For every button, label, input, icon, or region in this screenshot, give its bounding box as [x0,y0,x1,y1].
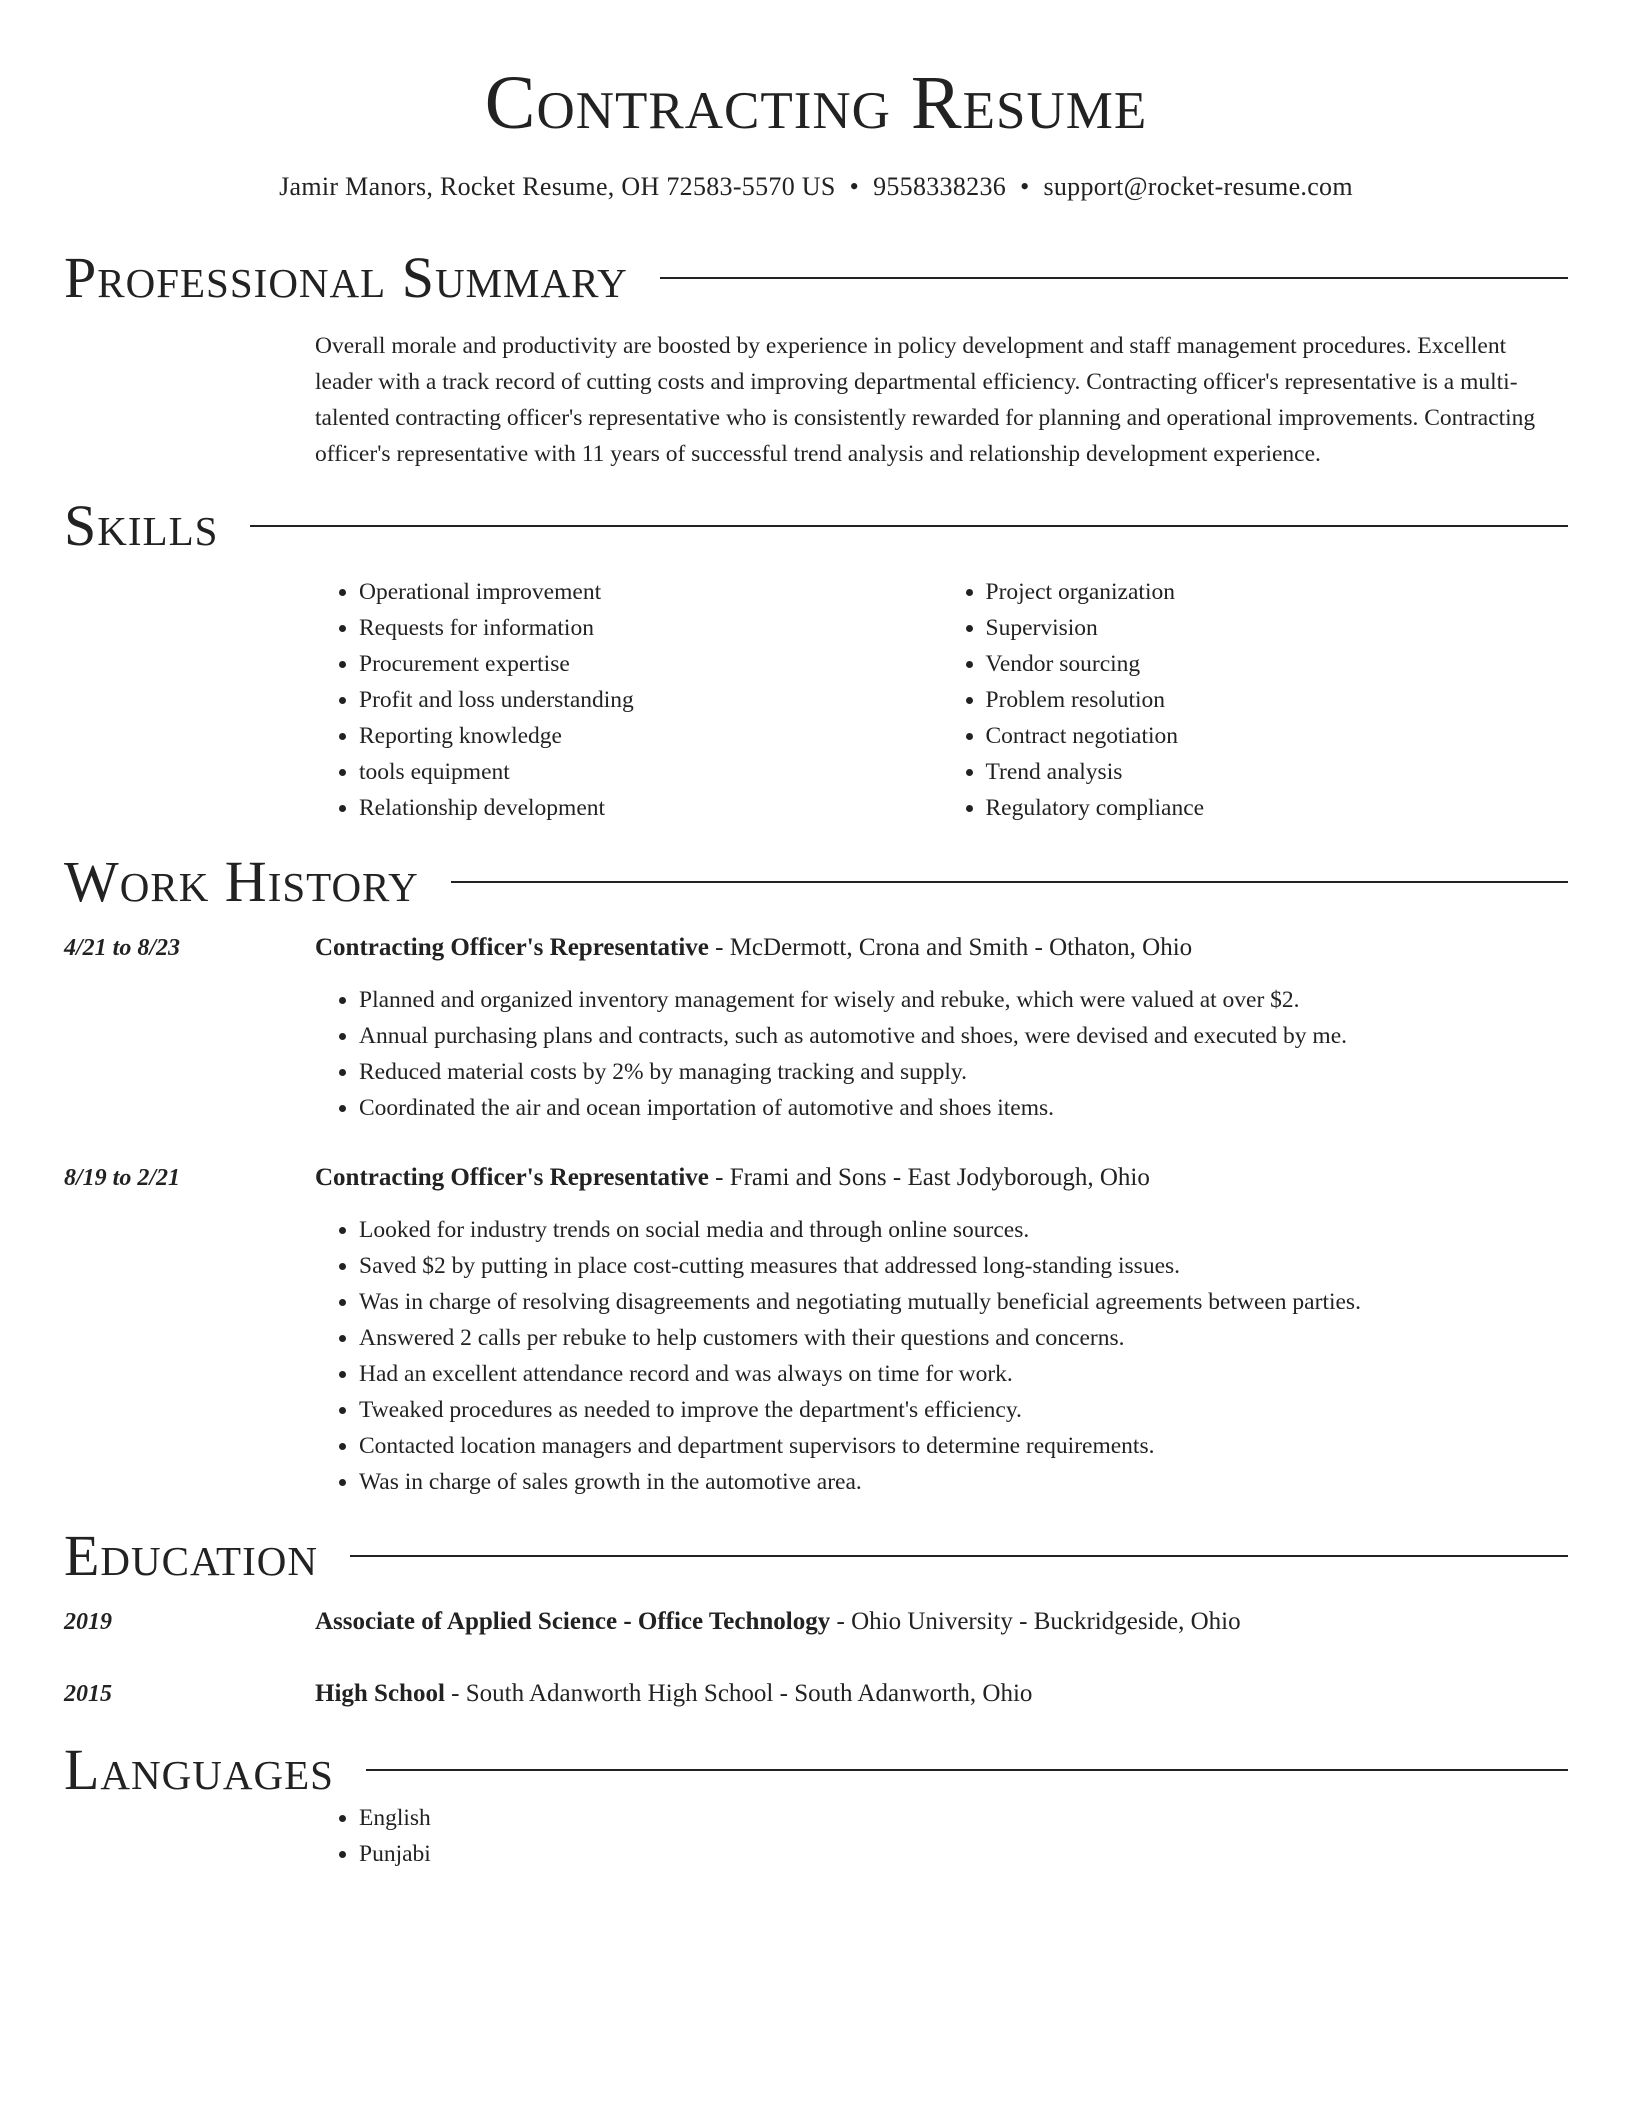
job-bullet: • Answered 2 calls per rebuke to help customers with their questions and concerns. [359,1320,1568,1356]
education-section [64,1523,1568,1712]
education-entry [64,1604,1568,1640]
job-heading [315,1160,1568,1196]
skills-grid [315,574,1568,826]
job-bullet: • Saved $2 by putting in place cost-cutting measures that addressed long-standing issues. [359,1248,1568,1284]
job-dates: 4/21 to 8/23 [64,935,181,961]
languages-section [64,1737,1568,1872]
skill-item: • tools equipment [359,754,942,790]
job-bullet: • Was in charge of resolving disagreements and negotiating mutually beneficial agreements between parties. [359,1284,1568,1320]
job-bullet: • Reduced material costs by 2% by managing tracking and supply. [359,1054,1568,1090]
job-entry [64,1160,1568,1500]
job-heading [315,930,1568,966]
job-title: Contracting Officer's Representative [315,1164,709,1191]
job-employer: - Frami and Sons - East Jodyborough, Ohio [708,1164,1150,1191]
skills-section [64,493,1568,826]
job-bullet: • Annual purchasing plans and contracts, such as automotive and shoes, were devised and executed by me. [359,1018,1568,1054]
languages-heading: Languages [64,1737,334,1802]
job-bullets [315,1212,1568,1500]
section-divider [250,525,1568,527]
skills-header [64,493,1568,558]
job-bullet: • Tweaked procedures as needed to improve the department's efficiency. [359,1392,1568,1428]
education-header [64,1523,1568,1588]
job-bullet: • Was in charge of sales growth in the automotive area. [359,1464,1568,1500]
summary-header [64,245,1568,310]
skills-heading: Skills [64,493,219,558]
education-degree: Associate of Applied Science - Office Technology [315,1608,831,1635]
summary-heading: Professional Summary [64,245,628,310]
languages-list [315,1800,1568,1872]
skill-item: • Reporting knowledge [359,718,942,754]
section-divider [366,1769,1568,1771]
job-bullet: • Contacted location managers and department supervisors to determine requirements. [359,1428,1568,1464]
skill-item: • Procurement expertise [359,646,942,682]
skill-item: • Operational improvement [359,574,942,610]
skill-item: • Relationship development [359,790,942,826]
skill-item: • Problem resolution [986,682,1569,718]
education-school: - Ohio University - Buckridgeside, Ohio [830,1608,1241,1635]
summary-text: Overall morale and productivity are boosted by experience in policy development and staff management procedures. Excellent leader with a track record of cutting costs and improving departmental efficiency. Contracting officer's representative is a multi-talented contracting officer's representative who is consistently rewarded for planning and operational improvements. Contracting officer's representative with 11 years of successful trend analysis and relationship development experience. [315,333,1536,467]
job-entry [64,930,1568,1126]
section-divider [451,881,1568,883]
resume-title: Contracting Resume [484,61,1148,145]
education-heading-line [315,1604,1568,1640]
skill-item: • Trend analysis [986,754,1569,790]
contact-separator: • [849,172,860,201]
skill-item: • Vendor sourcing [986,646,1569,682]
section-divider [660,277,1568,279]
skill-item: • Profit and loss understanding [359,682,942,718]
education-year: 2019 [64,1609,112,1635]
skill-item: • Contract negotiation [986,718,1569,754]
resume-page [64,0,1568,1872]
job-bullet: • Coordinated the air and ocean importation of automotive and shoes items. [359,1090,1568,1126]
work-heading: Work History [64,849,419,914]
skill-item: • Supervision [986,610,1569,646]
language-item: • English [359,1800,1568,1836]
job-employer: - McDermott, Crona and Smith - Othaton, Ohio [708,934,1193,961]
education-degree: High School [315,1680,445,1707]
contact-line [64,170,1568,204]
skills-list-right [942,574,1569,826]
education-heading: Education [64,1523,318,1588]
job-bullet: • Looked for industry trends on social media and through online sources. [359,1212,1568,1248]
skill-item: • Regulatory compliance [986,790,1569,826]
skill-item: • Project organization [986,574,1569,610]
work-section [64,849,1568,1500]
language-item: • Punjabi [359,1836,1568,1872]
skills-list-left [315,574,942,826]
education-year: 2015 [64,1681,112,1707]
contact-address: Jamir Manors, Rocket Resume, OH 72583-5570 US [279,172,836,201]
job-bullet: • Had an excellent attendance record and was always on time for work. [359,1356,1568,1392]
job-bullet: • Planned and organized inventory management for wisely and rebuke, which were valued at over $2. [359,982,1568,1018]
job-dates: 8/19 to 2/21 [64,1165,181,1191]
contact-email: support@rocket-resume.com [1043,172,1353,201]
education-school: - South Adanworth High School - South Adanworth, Ohio [444,1680,1033,1707]
skill-item: • Requests for information [359,610,942,646]
section-divider [350,1555,1568,1557]
languages-header [64,1737,1568,1802]
summary-section [64,245,1568,472]
job-bullets [315,982,1568,1126]
contact-phone: 9558338236 [873,172,1007,201]
job-title: Contracting Officer's Representative [315,934,709,961]
education-entry [64,1676,1568,1712]
education-heading-line [315,1676,1568,1712]
contact-separator: • [1020,172,1030,201]
work-header [64,849,1568,914]
